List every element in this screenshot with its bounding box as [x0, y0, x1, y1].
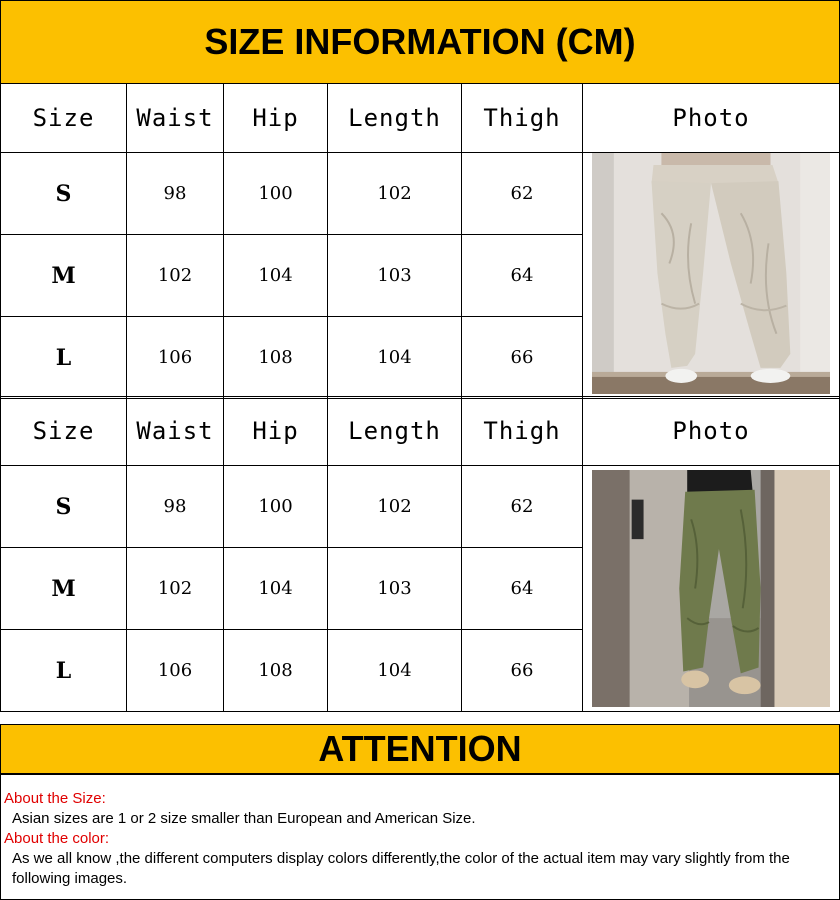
size-cell: L [1, 630, 127, 712]
waist-cell: 98 [127, 466, 224, 548]
waist-cell: 98 [127, 153, 224, 235]
header-photo: Photo [583, 397, 840, 466]
waist-cell: 102 [127, 235, 224, 317]
attention-banner [0, 724, 840, 774]
hip-cell: 104 [224, 548, 328, 630]
header-hip: Hip [224, 397, 328, 466]
photo-green-cargo-pants [592, 470, 830, 707]
size-cell: L [1, 317, 127, 399]
length-cell: 104 [328, 317, 462, 399]
header-length: Length [328, 84, 462, 153]
color-note-heading: About the color: [4, 830, 110, 847]
waist-cell: 102 [127, 548, 224, 630]
size-note-text: Asian sizes are 1 or 2 size smaller than European and American Size. [12, 810, 476, 827]
hip-cell: 108 [224, 317, 328, 399]
table-row [1, 466, 840, 548]
size-cell: S [1, 153, 127, 235]
size-note-heading: About the Size: [4, 790, 106, 807]
waist-cell: 106 [127, 317, 224, 399]
thigh-cell: 64 [462, 235, 583, 317]
beige-pants-image [592, 153, 830, 394]
length-cell: 103 [328, 235, 462, 317]
header-length: Length [328, 397, 462, 466]
table-header-row [1, 397, 840, 466]
hip-cell: 108 [224, 630, 328, 712]
attention-notes [0, 774, 840, 900]
header-hip: Hip [224, 84, 328, 153]
thigh-cell: 66 [462, 317, 583, 399]
length-cell: 102 [328, 466, 462, 548]
length-cell: 102 [328, 153, 462, 235]
green-pants-image [592, 470, 830, 707]
header-photo: Photo [583, 84, 840, 153]
header-size: Size [1, 397, 127, 466]
size-cell: S [1, 466, 127, 548]
photo-cell [583, 153, 840, 399]
photo-cell [583, 466, 840, 712]
thigh-cell: 64 [462, 548, 583, 630]
page-title: SIZE INFORMATION (CM) [204, 21, 636, 62]
header-size: Size [1, 84, 127, 153]
thigh-cell: 62 [462, 466, 583, 548]
length-cell: 103 [328, 548, 462, 630]
hip-cell: 100 [224, 466, 328, 548]
thigh-cell: 66 [462, 630, 583, 712]
header-waist: Waist [127, 397, 224, 466]
photo-beige-cargo-pants [592, 153, 830, 394]
size-cell: M [1, 548, 127, 630]
header-thigh: Thigh [462, 84, 583, 153]
title-banner [0, 0, 840, 84]
table-row [1, 153, 840, 235]
thigh-cell: 62 [462, 153, 583, 235]
header-waist: Waist [127, 84, 224, 153]
hip-cell: 104 [224, 235, 328, 317]
header-thigh: Thigh [462, 397, 583, 466]
length-cell: 104 [328, 630, 462, 712]
table-header-row [1, 84, 840, 153]
attention-title: ATTENTION [318, 728, 522, 769]
size-table-1 [0, 83, 840, 399]
color-note-text: As we all know ,the different computers display colors differently,the color of the actual item may vary slightly from the following images. [12, 850, 790, 887]
size-table-2 [0, 396, 840, 712]
hip-cell: 100 [224, 153, 328, 235]
waist-cell: 106 [127, 630, 224, 712]
size-cell: M [1, 235, 127, 317]
